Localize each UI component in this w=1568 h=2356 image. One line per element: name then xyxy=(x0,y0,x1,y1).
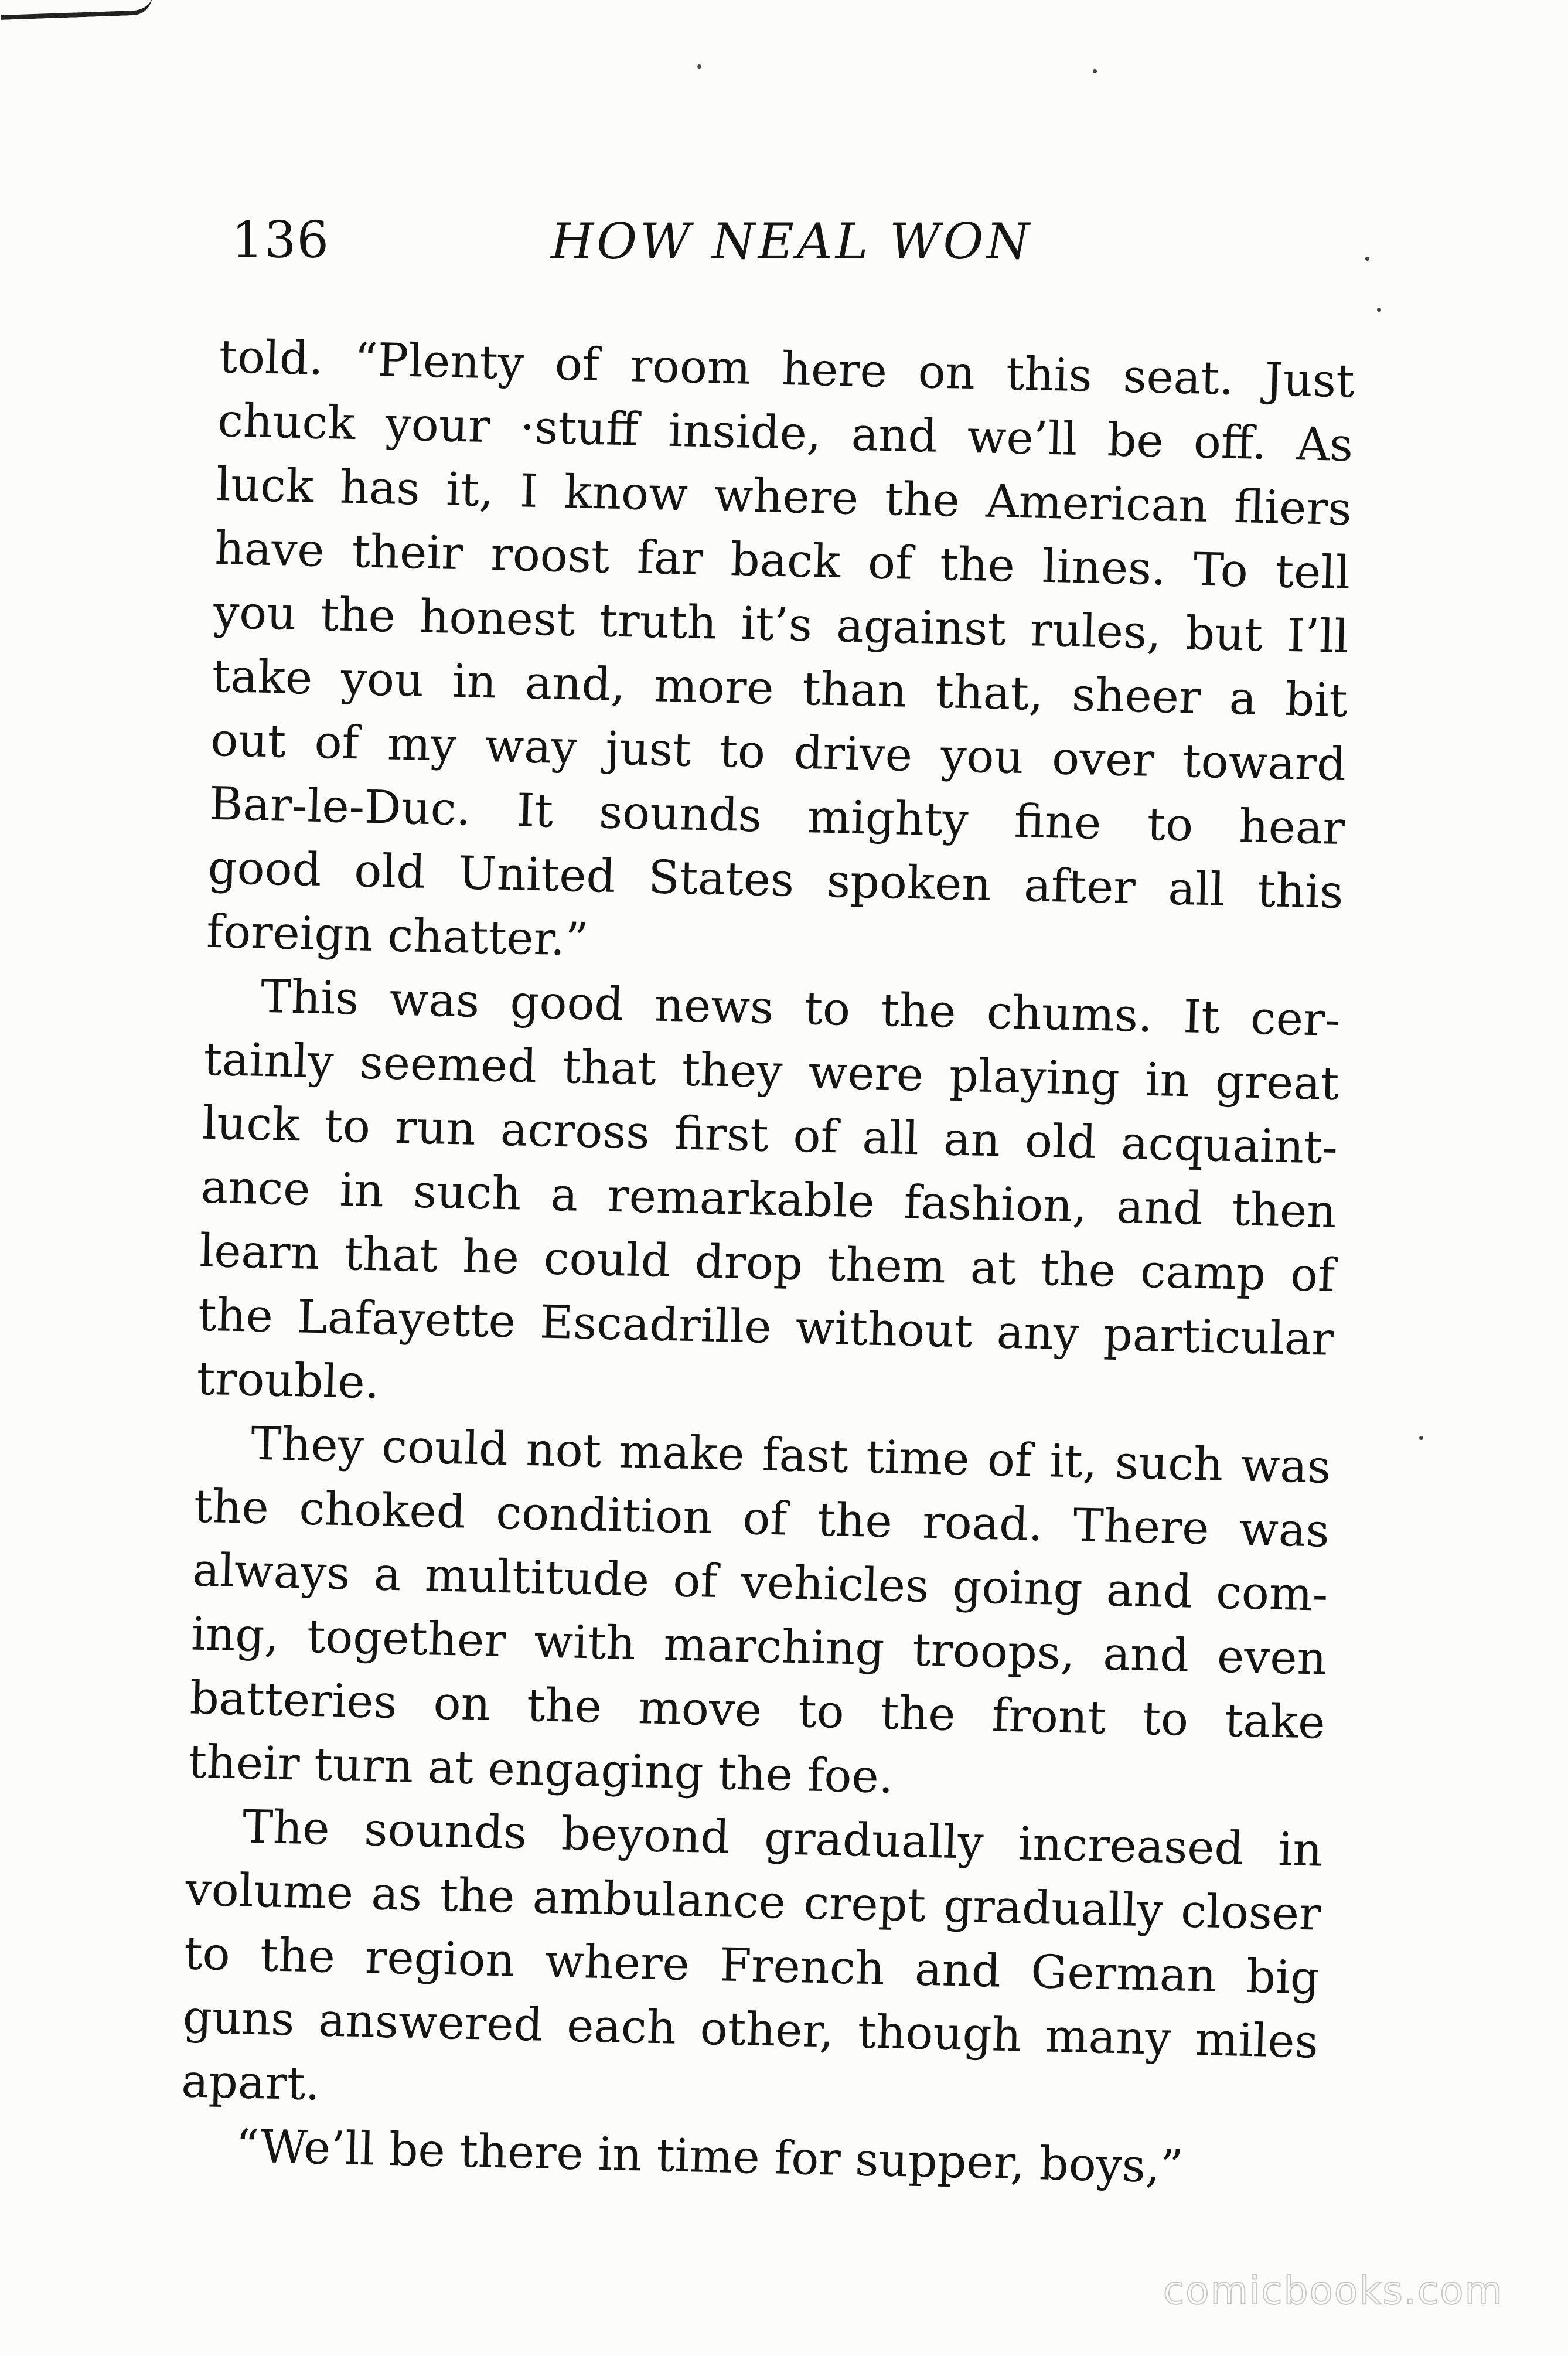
text-line: Bar-le-Duc. It sounds mighty fine to hear xyxy=(209,777,1345,856)
text-line: have their roost far back of the lines. To tell xyxy=(214,522,1351,600)
scan-corner-mark xyxy=(0,0,153,20)
text-line: ance in such a remarkable fashion, and then xyxy=(200,1160,1337,1238)
running-head: HOW NEAL WON xyxy=(551,213,1032,270)
body-text xyxy=(179,325,1355,2202)
text-line: The sounds beyond gradually increased in xyxy=(242,1800,1323,1877)
text-line: They could not make fast time of it, such was xyxy=(250,1417,1331,1494)
page-number: 136 xyxy=(231,211,330,270)
text-line: batteries on the move to the front to take xyxy=(189,1671,1326,1749)
text-line: told. “Plenty of room here on this seat. Just xyxy=(218,330,1355,408)
watermark: comicbooks.com xyxy=(1163,2268,1504,2313)
ink-speck xyxy=(697,64,701,69)
text-line: the choked condition of the road. There was xyxy=(193,1480,1330,1558)
text-line: good old United States spoken after all this xyxy=(207,841,1344,920)
text-line: you the honest truth it’s against rules, but I’ll xyxy=(213,585,1349,664)
text-line: volume as the ambulance crept gradually closer xyxy=(185,1863,1322,1941)
text-line: luck has it, I know where the American fliers xyxy=(216,458,1352,536)
text-line: This was good news to the chums. It cer- xyxy=(260,970,1341,1047)
text-line: take you in and, more than that, sheer a bit xyxy=(211,649,1348,728)
text-line: chuck your ·stuff inside, and we’ll be off. As xyxy=(217,394,1354,472)
ink-speck xyxy=(1093,69,1097,73)
text-line: apart. xyxy=(180,2055,321,2111)
text-line: their turn at engaging the foe. xyxy=(188,1735,894,1804)
text-line: learn that he could drop them at the camp of xyxy=(199,1224,1336,1302)
text-line: guns answered each other, though many miles xyxy=(182,1991,1319,2069)
page-header xyxy=(231,208,1374,290)
text-line: the Lafayette Escadrille without any particular xyxy=(197,1288,1334,1366)
text-line: always a multitude of vehicles going and com- xyxy=(192,1544,1329,1622)
text-line: out of my way just to drive you over toward xyxy=(210,713,1347,792)
text-line: trouble. xyxy=(196,1352,380,1409)
text-line: foreign chatter.” xyxy=(206,905,589,966)
ink-speck xyxy=(1377,308,1381,312)
text-line: tainly seemed that they were playing in great xyxy=(203,1033,1340,1111)
text-line: ing, together with marching troops, and even xyxy=(190,1608,1327,1686)
text-line: to the region where French and German big xyxy=(183,1927,1320,2005)
text-line: “We’ll be there in time for supper, boys,” xyxy=(235,2120,1184,2194)
ink-speck xyxy=(1419,1436,1423,1440)
text-line: luck to run across first of all an old acquaint- xyxy=(202,1097,1338,1174)
